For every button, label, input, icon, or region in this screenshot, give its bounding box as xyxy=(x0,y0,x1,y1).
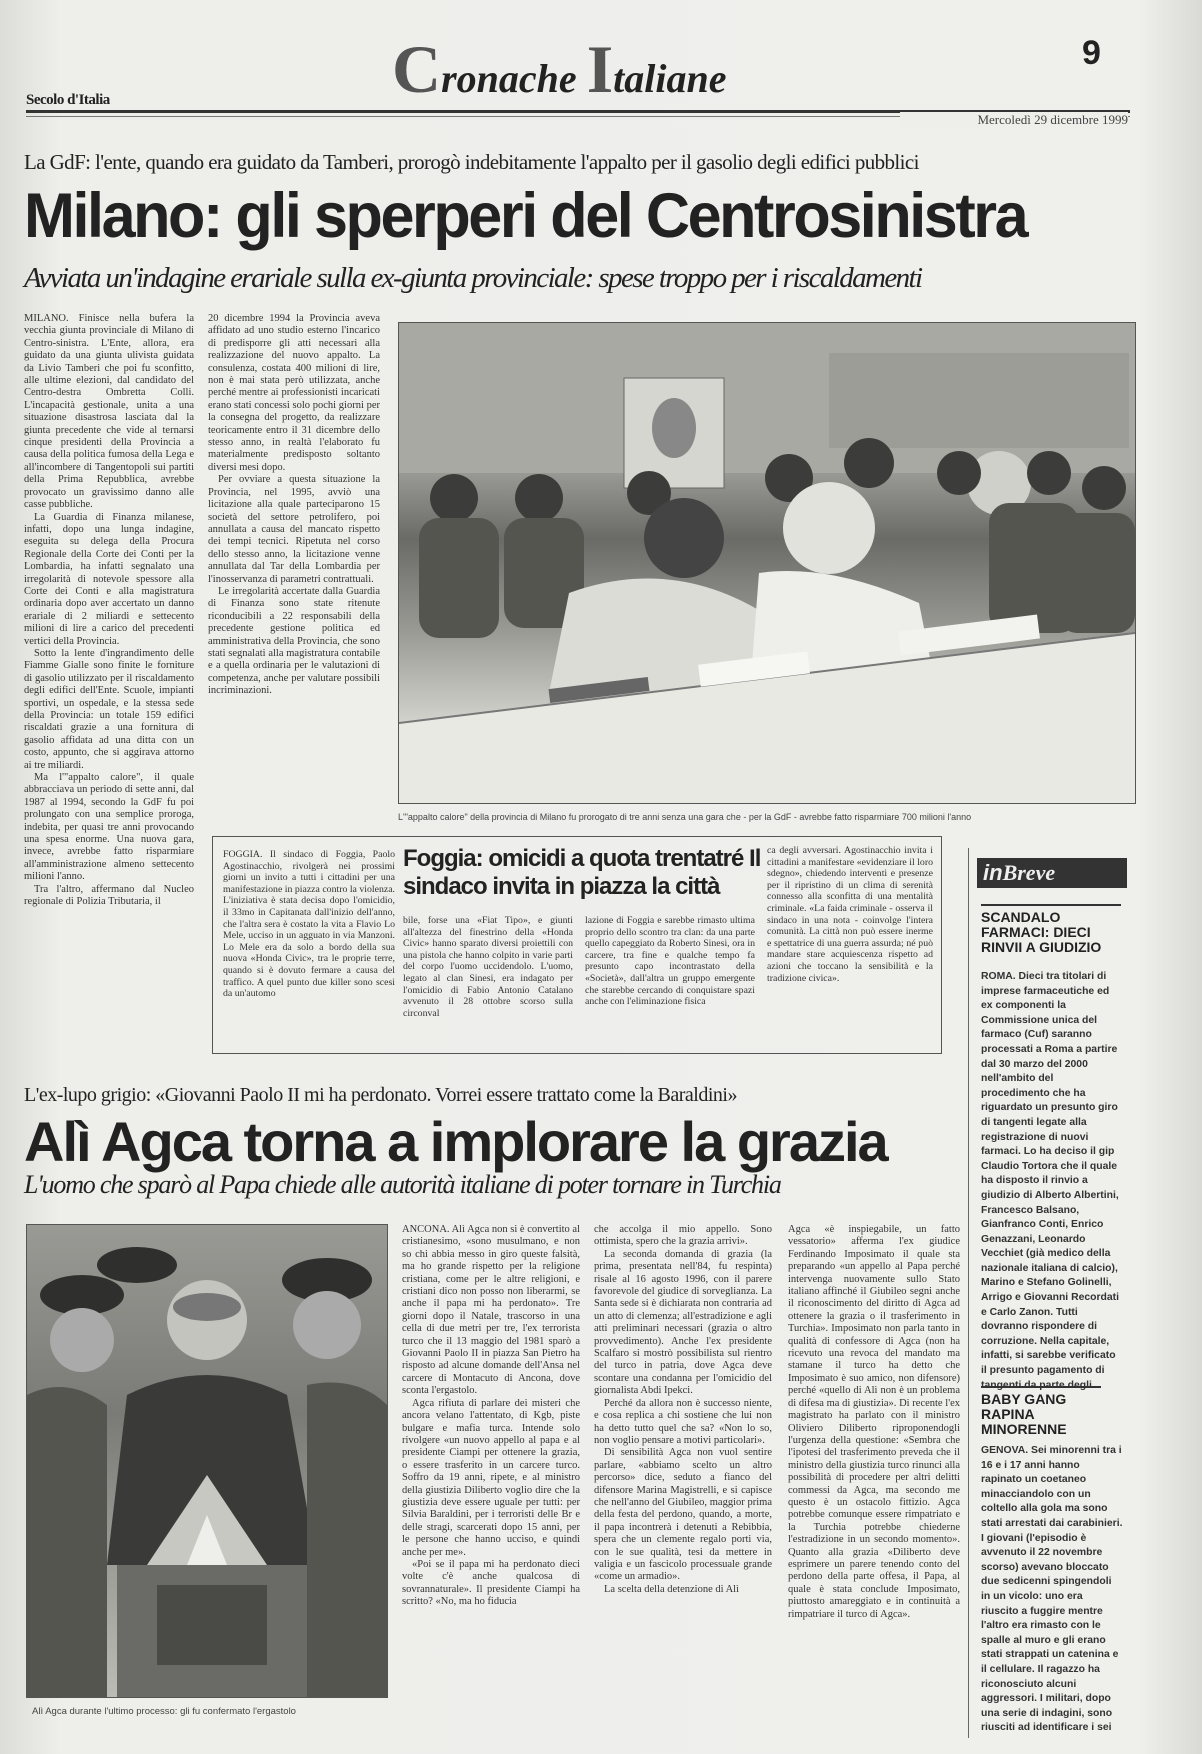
story2-column-1 xyxy=(402,1224,580,1736)
foggia-column-3: lazione di Foggia e sarebbe rimasto ultima proprio dello scontro tra clan: da una parte quello capeggiato da Roberto Sinesi, ora in carcere, tra fine e qualche tempo fa presunto capo incontrastato della «Società», dall'altra un gruppo emergente che starebbe cercando di conquistare spazi anche con l'eliminazione fisica xyxy=(585,915,755,1008)
brevi-item1-text: ROMA. Dieci tra titolari di imprese farmaceutiche ed ex componenti la Commissione unica del farmaco (Cuf) saranno processati a Roma a partire dal 30 marzo del 2000 nell'ambito del procedimento che ha riguardato un presunto giro di tangenti legate alla registrazione di nuovi farmaci. Lo ha deciso il gip Claudio Tortora che il quale ha disposto il rinvio a giudizio di Alberto Albertini, Francesco Balsano, Gianfranco Conti, Enrico Genazzani, Leonardo Vecchiet (già medico della nazionale italiana di calcio), Marino e Stefano Golinelli, Arrigo e Giovanni Recordati e Carlo Zanon. Tutti dovranno rispondere di corruzione. Nella capitale, infatti, si sarebbe verificato il presunto pagamento di tangenti da parte degli xyxy=(981,971,1119,1390)
foggia-column-4: ca degli avversari. Agostinacchio invita i cittadini a manifestare «evidenziare il loro sdegno», chiedendo interventi e presenze per il ripristino di un clima di serenità connesso alla sconfitta di una mentalità criminale. «La faida criminale - osserva il sindaco in una nota - coinvolge l'intera comunità. La città non può essere inerme e spettatrice di una guerra assurda; né può mandare stare acquiescenza rispetto ad azioni che toccano la sensibilità e la tradizione civica». xyxy=(767,845,933,984)
story1-paragraph: MILANO. Finisce nella bufera la vecchia giunta provinciale di Milano di Centro-sinistra. L'Ente, allora, era guidato da una giunta ulivista guidata da Livio Tamberi che poi fu sconfitto, alle ultime elezioni, dal candidato del Centro-destra Ombretta Colli. L'incapacità gestionale, unita a una situazione disastrosa lasciata dal la giunta precedente che vide al ternarsi cinque presidenti della Provincia a causa della politica fumosa della Lega e all'incombere di Tangentopoli sui partiti della Prima Repubblica, avrebbe provocato un gravissimo danno alle casse pubbliche. xyxy=(24,313,194,511)
section-title xyxy=(392,30,772,107)
section-title-word-2: taliane xyxy=(613,56,727,101)
classroom-illustration xyxy=(399,323,1135,803)
story1-paragraph: 20 dicembre 1994 la Provincia aveva affidato ad uno studio esterno l'incarico di predisporre gli atti necessari alla realizzazione del nuovo appalto. La consulenza, costata 400 milioni di lire, non è mai stata però utilizzata, anche perché mentre ai professionisti incaricati erano stati concessi solo pochi giorni per la consegna del progetto, da realizzare teoricamente entro il 31 dicembre dello stesso anno, in realtà l'elaborato fu materialmente predisposto soltanto diversi mesi dopo. xyxy=(208,313,380,473)
agca-photo xyxy=(26,1224,388,1698)
agca-photo-caption: Alì Agca durante l'ultimo processo: gli fu confermato l'ergastolo xyxy=(32,1706,296,1717)
story2-kicker: L'ex-lupo grigio: «Giovanni Paolo II mi ha perdonato. Vorrei essere trattato come la Baraldini» xyxy=(24,1084,737,1106)
in-breve-label-a: in xyxy=(983,860,1003,885)
in-breve-label xyxy=(977,858,1127,888)
story2-paragraph: Perché da allora non è successo niente, e cosa replica a chi sostiene che lui non ha detto tutto quel che sa? «Non lo so, non voglio pensare a motivi particolari». xyxy=(594,1397,772,1446)
agca-illustration xyxy=(27,1225,387,1697)
page-number: 9 xyxy=(1082,34,1101,72)
story1-paragraph: Ma l'"appalto calore", il quale abbracciava un periodo di sette anni, dal 1987 al 1994, secondo la GdF fu poi prolungato con una semplice proroga, indebita, per quasi tre anni provocando una spesa enorme. Una nuova gara, invece, avrebbe fatto risparmiare all'amministrazione almeno settecento milioni l'anno. xyxy=(24,772,194,883)
story2-paragraph: La seconda domanda di grazia (la prima, presentata nell'84, fu respinta) risale al 16 agosto 1996, con il parere favorevole del giudice di sorveglianza. La Santa sede si è dichiarata non contraria ad un atto di clemenza; all'estradizione e agli atti preliminari necessari (grazia o altro provvedimento). Anche l'ex presidente Scalfaro si mostrò possibilista sul rientro del turco in patria, dove Agca deve scontare una condanna per l'omicidio del giornalista Abdi Ipekci. xyxy=(594,1248,772,1397)
story2-headline: Alì Agca torna a implorare la grazia xyxy=(24,1110,887,1173)
story2-paragraph: che accolga il mio appello. Sono ottimista, spero che la grazia arrivi». xyxy=(594,1224,772,1248)
foggia-box xyxy=(212,836,942,1054)
story2-column-3 xyxy=(788,1224,960,1736)
brevi-item1-title: SCANDALO FARMACI: DIECI RINVII A GIUDIZIO xyxy=(981,904,1121,955)
story1-paragraph: Per ovviare a questa situazione la Provincia, nel 1995, avviò una licitazione alla quale parteciparono 15 società del settore petrolifero, poi annullata a causa del mancato rispetto dei tempi tecnici. Ripetuta nel corso dello stesso anno, la licitazione venne annullata dal Tar della Lombardia per l'inosservanza di parametri contrattuali. xyxy=(208,474,380,585)
section-title-initial-c: C xyxy=(392,31,442,107)
story1-column-2 xyxy=(208,313,380,827)
story2-paragraph: Agca «è inspiegabile, un fatto vessatorio» afferma l'ex giudice Ferdinando Imposimato il quale sta preparando «un appello al Papa perché intervenga nuovamente sullo Stato italiano affinché il Giubileo segni anche il riconoscimento del diritto di Agca ad ottenere la grazia o il trasferimento in Turchia». Imposimato non parla tanto in qualità di confessore di Agca (non ha ricevuto una revoca del mandato ma stamane il turco ha detto che Imposimato è suo amico, non difensore) perché «quello di Alì non è un problema di difesa ma di giustizia». Di recente l'ex magistrato ha parlato con il ministro Oliviero Diliberto riproponendogli l'urgenza della questione: «Sembra che l'ipotesi del trasferimento preveda che il ministro della giustizia turco rinunci alla possibilità di procedere per altri delitti commessi da Agca, ma secondo me questo è un ostacolo fittizio. Agca potrebbe comunque essere rimpatriato e la Turchia potrebbe chiederne l'estradizione in un secondo momento». Quanto alla grazia «Diliberto deve esprimere un parere tenendo conto del perdono della parte offesa, il Papa, al quale è stata conclude Imposimato, piuttosto amareggiato e in continuità a rimpatriare il turco di Agca». xyxy=(788,1224,960,1620)
foggia-headline xyxy=(403,845,767,901)
story1-headline: Milano: gli sperperi del Centrosinistra xyxy=(24,181,1027,251)
classroom-photo-caption: L'"appalto calore" della provincia di Milano fu prorogato di tre anni senza una gara che - per la GdF - avrebbe fatto risparmiare 700 milioni l'anno xyxy=(398,812,972,822)
brevi-item2-title: BABY GANG RAPINA MINORENNE xyxy=(981,1386,1101,1437)
in-breve-sidebar xyxy=(968,848,1137,1738)
story2-subhead: L'uomo che sparò al Papa chiede alle autorità italiane di poter tornare in Turchia xyxy=(24,1170,781,1199)
story1-paragraph: Tra l'altro, affermano dal Nucleo regionale di Polizia Tributaria, il xyxy=(24,883,194,908)
story1-column-1 xyxy=(24,313,194,1055)
section-title-word-1: ronache xyxy=(441,56,587,101)
story1-paragraph: Sotto la lente d'ingrandimento delle Fiamme Gialle sono finite le forniture di gasolio utilizzato per il riscaldamento degli edifici dell'Ente. Scuole, impianti sportivi, un ospedale, e la stessa sede della Provincia: un totale 159 edifici riscaldati grazie a una fornitura di gasolio affidata ad una ditta con un costo, appunto, che si aggirava attorno ai tre miliardi. xyxy=(24,647,194,771)
story1-subhead: Avviata un'indagine erariale sulla ex-giunta provinciale: spese troppo per i riscaldamenti xyxy=(24,262,922,294)
story2-column-2 xyxy=(594,1224,772,1736)
foggia-column-2: bile, forse una «Fiat Tipo», e giunti all'altezza del finestrino della «Honda Civic» hanno sparato diversi proiettili con una pistola che hanno colpito in varie parti del corpo l'uomo uccidendolo. L'uomo, legato al clan Sinesi, era indagato per l'omicidio di Fabio Antonio Catalano avvenuto il 28 ottobre scorso sulla circonval xyxy=(403,915,573,1019)
foggia-headline-text: Foggia: omicidi a quota trentatré Il sindaco invita in piazza la città xyxy=(403,845,761,900)
story1-kicker: La GdF: l'ente, quando era guidato da Tamberi, prorogò indebitamente l'appalto per il gasolio degli edifici pubblici xyxy=(24,150,919,174)
story2-paragraph: La scelta della detenzione di Alì xyxy=(604,1583,739,1595)
classroom-photo xyxy=(398,322,1136,804)
story2-paragraph: Di sensibilità Agca non vuol sentire parlare, «abbiamo scelto un altro percorso» dice, seduto a fianco del difensore Marina Magistrelli, e si capisce che nell'anno del Giubileo, maggior prima della festa del perdono, quando, a morte, il papa incontrerà i detenuti a Rebibbia, spera che un clemente regalo porti via, con le sue qualità, tesi da mettere in valigia e un fascicolo processuale grande «come un armadio». xyxy=(594,1447,772,1583)
story1-paragraph: Le irregolarità accertate dalla Guardia di Finanza sono state ritenute riconducibili a 22 responsabili della precedente gestione politica ed amministrativa della Provincia, che sono stati segnalati alla magistratura contabile e a quella ordinaria per le valutazioni di competenza, anche per valutare possibili incriminazioni. xyxy=(208,585,380,697)
section-title-initial-i: I xyxy=(586,31,614,107)
story2-paragraph: ANCONA. Alì Agca non si è convertito al cristianesimo, «sono musulmano, e non so chi abbia messo in giro queste falsità, ma ho grande rispetto per la religione cristiana, come per le altre religioni, e cristiani dico non posso non liberarmi, se anche il papa mi ha perdonato». Tre giorni dopo il Natale, trascorso in una cella di due metri per tre, l'ex terrorista turco che il 13 maggio del 1981 sparò a Giovanni Paolo II in piazza San Pietro ha risposto ad alcune domande dell'Ansa nel carcere di Montacuto di Ancona, dove sconta l'ergastolo. xyxy=(402,1224,580,1397)
brevi-item2-text: GENOVA. Sei minorenni tra i 16 e i 17 anni hanno rapinato un coetaneo minacciandolo con un coltello alla gola ma sono stati arrestati dai carabinieri. I giovani (l'episodio è avvenuto il 22 novembre scorso) avevano bloccato due sedicenni spingendoli in un vicolo: uno era riuscito a fuggire mentre l'altro era rimasto con le spalle al muro e gli erano stati strappati un catenina e il cellulare. Il ragazzo ha riconosciuto alcuni aggressori. I militari, dopo una serie di indagini, sono riusciti ad identificare i sei xyxy=(981,1445,1123,1734)
issue-date: Mercoledì 29 dicembre 1999 xyxy=(900,112,1128,128)
in-breve-label-b: Breve xyxy=(1002,860,1056,885)
foggia-column-1: FOGGIA. Il sindaco di Foggia, Paolo Agostinacchio, rivolgerà nei prossimi giorni un invito a tutti i cittadini per una manifestazione in piazza contro la violenza. L'iniziativa è stata decisa dopo l'omicidio, il 33mo in Capitanata dall'inizio dell'anno, che l'altra sera è costato la vita a Flavio Lo Mele, ucciso in un agguato in via Manzoni. Lo Mele era da solo a bordo della sua nuova «Honda Civic», tra le proprie terre, quando si è dovuto fermare a causa del traffico. A quel punto due killer sono scesi da un'automo xyxy=(223,849,395,1000)
story2-paragraph: «Poi se il papa mi ha perdonato dieci volte c'è anche qualcosa di sovrannaturale». Il presidente Ciampi ha scritto? «No, ma ho fiducia xyxy=(402,1558,580,1608)
story2-paragraph: Agca rifiuta di parlare dei misteri che ancora velano l'attentato, di Kgb, piste bulgare e mafia turca. Intende solo rivolgere «un nuovo appello al papa e al presidente Ciampi per ottenere la grazia, o essere trasferito in un carcere turco. Soffro da 19 anni, ripete, e al ministro della giustizia Diliberto voglio dire che la giustizia deve essere uguale per tutti: per Silvia Baraldini, per i terroristi delle Br e delle stragi, scarcerati dopo 15 anni, per le persone che hanno ucciso, e quindi anche per me». xyxy=(402,1397,580,1558)
masthead: Secolo d'Italia xyxy=(26,92,110,108)
story1-paragraph: La Guardia di Finanza milanese, infatti, dopo una lunga indagine, eseguita su delega della Procura Regionale della Corte dei Conti per la Lombardia, ha infatti segnalato una irregolarità di notevole spessore alla Corte dei Conti e alla magistratura ordinaria dopo aver accertato un danno erariale di 2 miliardi e settecento milioni di lire a carico del precedenti vertici della Provincia. xyxy=(24,511,194,647)
